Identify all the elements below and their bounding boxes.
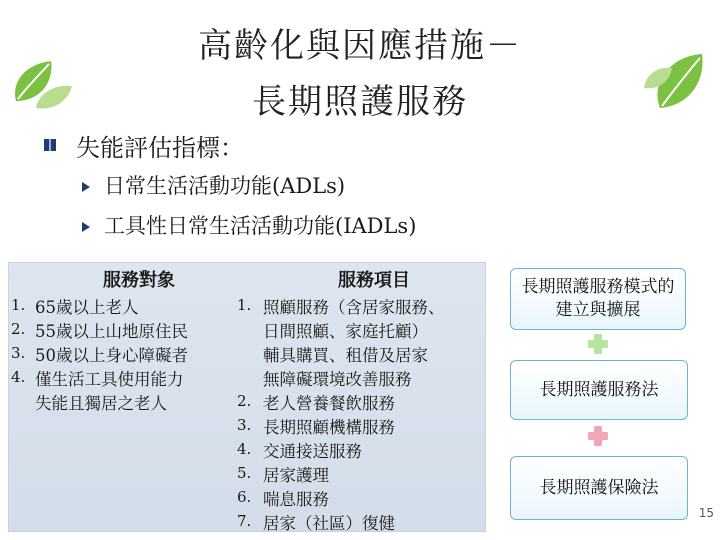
left-row-number: 3. bbox=[11, 344, 26, 362]
right-row-text: 輔具購買、租借及居家 bbox=[263, 346, 428, 365]
slide-title-line2: 長期照護服務 bbox=[252, 82, 468, 122]
left-row-number: 2. bbox=[11, 320, 26, 338]
right-row-text: 長期照顧機構服務 bbox=[263, 418, 395, 437]
square-bullet-icon bbox=[44, 139, 56, 151]
right-row-number: 4. bbox=[237, 440, 252, 458]
left-row-text: 50歲以上身心障礙者 bbox=[35, 346, 188, 365]
left-row-text: 65歲以上老人 bbox=[35, 298, 139, 317]
plus-icon bbox=[588, 334, 608, 354]
right-row-text: 照顧服務（含居家服務、 bbox=[263, 298, 445, 317]
left-row-text: 失能且獨居之老人 bbox=[35, 394, 167, 413]
left-row-number: 1. bbox=[11, 296, 26, 314]
right-row-number: 5. bbox=[237, 464, 252, 482]
right-row-number: 2. bbox=[237, 392, 252, 410]
right-row-text: 居家（社區）復健 bbox=[263, 514, 395, 533]
sub-item-adls: 日常生活活動功能(ADLs) bbox=[104, 174, 346, 198]
left-column-header: 服務對象 bbox=[103, 270, 175, 291]
right-row-number: 7. bbox=[237, 512, 252, 530]
right-column-header: 服務項目 bbox=[338, 270, 410, 291]
right-row-number: 1. bbox=[237, 296, 252, 314]
heading-disability-assessment: 失能評估指標： bbox=[76, 134, 244, 162]
service-table-panel bbox=[8, 262, 486, 532]
flow-box-insurance-law: 長期照護保險法 bbox=[510, 456, 688, 520]
triangle-bullet-icon bbox=[82, 222, 90, 232]
right-row-text: 交通接送服務 bbox=[263, 442, 362, 461]
right-row-number: 3. bbox=[237, 416, 252, 434]
slide-title-line1: 高齡化與因應措施－ bbox=[198, 26, 522, 66]
flow-box-service-model: 長期照護服務模式的建立與擴展 bbox=[510, 268, 686, 330]
right-row-text: 居家護理 bbox=[263, 466, 329, 485]
right-row-text: 喘息服務 bbox=[263, 490, 329, 509]
plus-icon bbox=[588, 426, 608, 446]
right-row-text: 無障礙環境改善服務 bbox=[263, 370, 412, 389]
right-row-text: 日間照顧、家庭托顧） bbox=[263, 322, 428, 341]
sub-item-iadls: 工具性日常生活活動功能(IADLs) bbox=[104, 214, 417, 238]
page-number: 15 bbox=[698, 506, 714, 520]
left-row-text: 55歲以上山地原住民 bbox=[35, 322, 188, 341]
triangle-bullet-icon bbox=[82, 182, 90, 192]
left-row-text: 僅生活工具使用能力 bbox=[35, 370, 184, 389]
right-row-number: 6. bbox=[237, 488, 252, 506]
right-row-text: 老人營養餐飲服務 bbox=[263, 394, 395, 413]
left-row-number: 4. bbox=[11, 368, 26, 386]
flow-box-service-law: 長期照護服務法 bbox=[510, 360, 688, 420]
